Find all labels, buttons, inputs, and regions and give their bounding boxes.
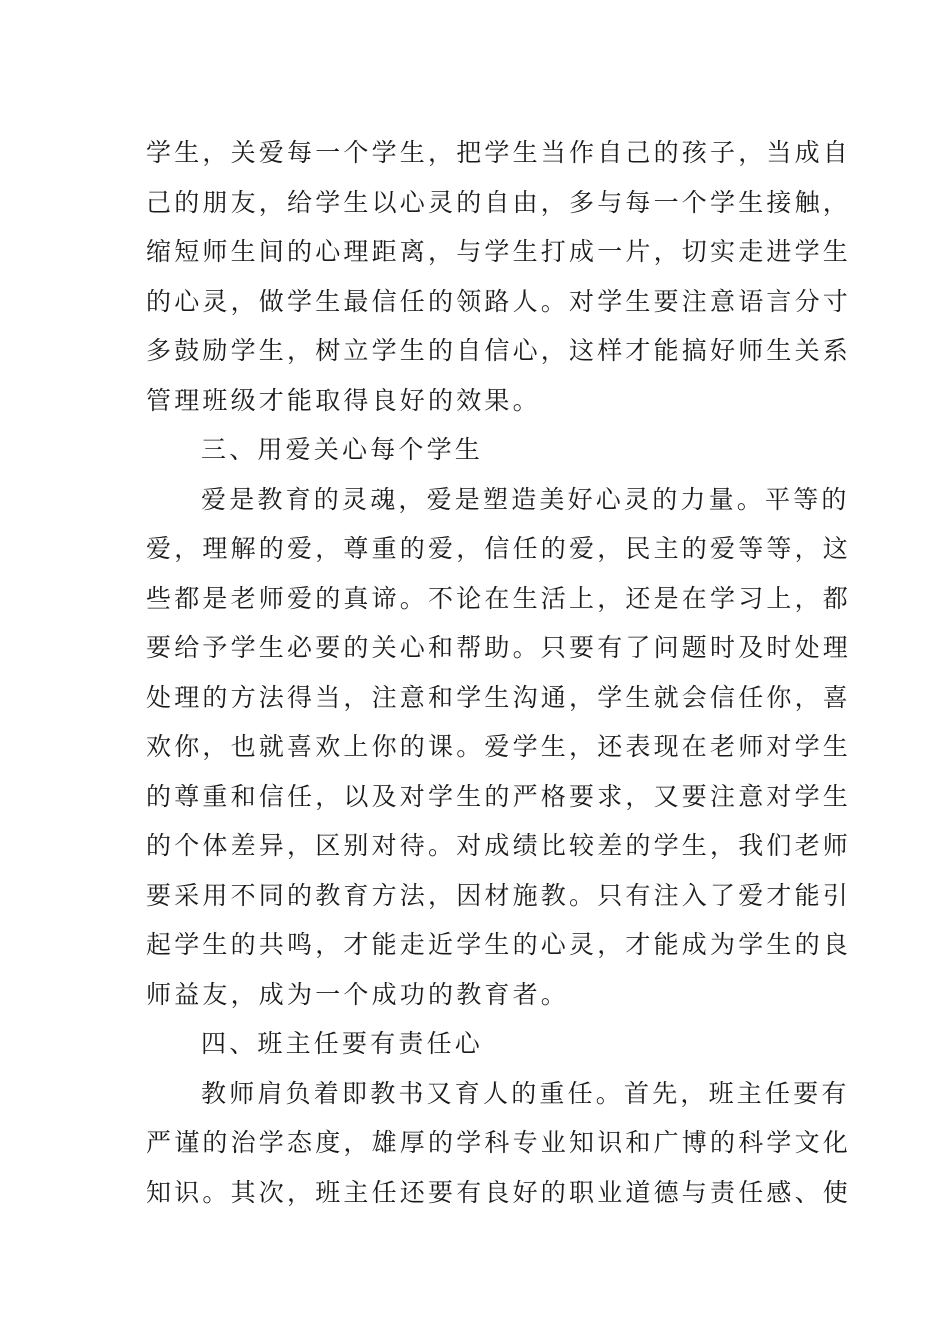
- text-line: 严谨的治学态度，雄厚的学科专业知识和广博的科学文化: [146, 1128, 852, 1157]
- section-heading: 三、用爱关心每个学生: [201, 435, 484, 464]
- text-line: 己的朋友，给学生以心灵的自由，多与每一个学生接触，: [146, 187, 852, 217]
- section-heading: 四、班主任要有责任心: [201, 1029, 484, 1058]
- text-line: 起学生的共鸣，才能走近学生的心灵，才能成为学生的良: [146, 930, 852, 959]
- paragraph-first-line: 爱是教育的灵魂，爱是塑造美好心灵的力量。平等的: [201, 484, 850, 514]
- text-line: 的心灵，做学生最信任的领路人。对学生要注意语言分寸: [146, 286, 852, 316]
- text-line: 要采用不同的教育方法，因材施教。只有注入了爱才能引: [146, 880, 852, 910]
- text-line: 的尊重和信任，以及对学生的严格要求，又要注意对学生: [146, 781, 852, 811]
- text-line: 要给予学生必要的关心和帮助。只要有了问题时及时处理: [146, 633, 852, 662]
- text-line: 多鼓励学生，树立学生的自信心，这样才能搞好师生关系: [146, 336, 852, 365]
- text-line: 学生，关爱每一个学生，把学生当作自己的孩子，当成自: [146, 138, 852, 167]
- text-line: 管理班级才能取得良好的效果。: [146, 385, 541, 415]
- document-body: [146, 128, 852, 1217]
- text-line: 欢你，也就喜欢上你的课。爱学生，还表现在老师对学生: [146, 732, 852, 761]
- text-line: 的个体差异，区别对待。对成绩比较差的学生，我们老师: [146, 831, 852, 860]
- text-line: 些都是老师爱的真谛。不论在生活上，还是在学习上，都: [146, 583, 852, 613]
- text-line: 知识。其次，班主任还要有良好的职业道德与责任感、使: [146, 1177, 852, 1207]
- text-line: 缩短师生间的心理距离，与学生打成一片，切实走进学生: [146, 237, 852, 266]
- paragraph-first-line: 教师肩负着即教书又育人的重任。首先，班主任要有: [201, 1078, 850, 1108]
- text-line: 师益友，成为一个成功的教育者。: [146, 979, 570, 1009]
- text-line: 爱，理解的爱，尊重的爱，信任的爱，民主的爱等等，这: [146, 534, 852, 563]
- text-line: 处理的方法得当，注意和学生沟通，学生就会信任你，喜: [146, 682, 852, 712]
